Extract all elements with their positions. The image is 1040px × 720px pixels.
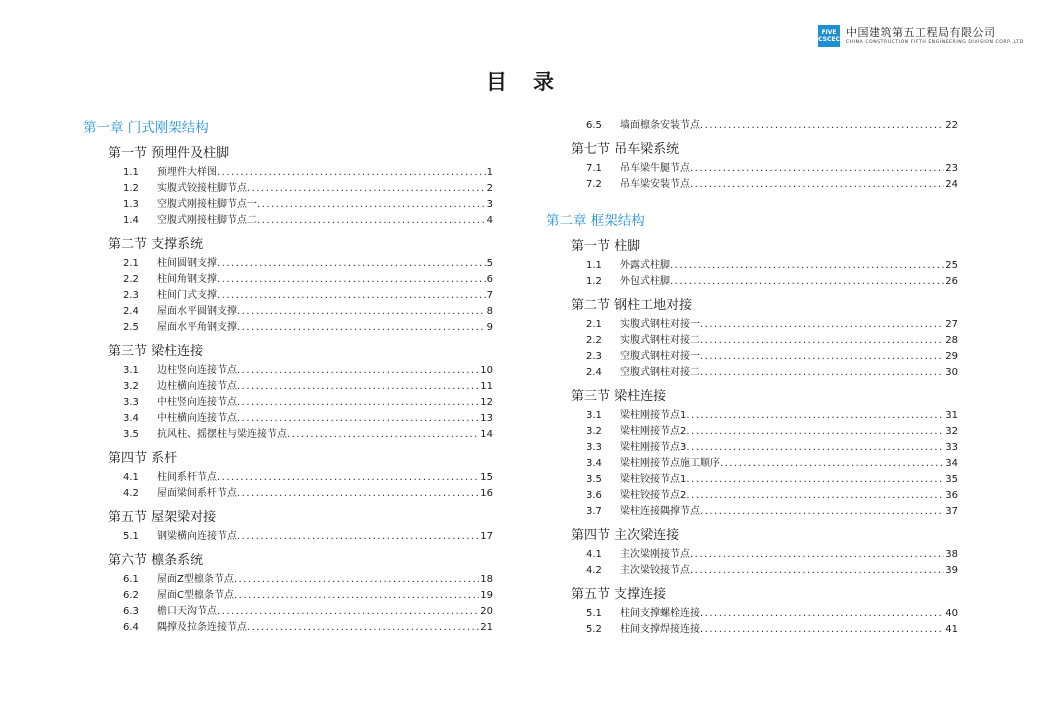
entry-title: 梁柱刚接节点1 (620, 410, 687, 421)
section-heading[interactable]: 第五节 屋架梁对接 (108, 510, 217, 525)
entry-page-number: 3 (486, 199, 493, 210)
entry-title: 空腹式钢柱对接一 (620, 351, 700, 362)
entry-title: 柱间角钢支撑 (157, 274, 217, 285)
dot-leader (237, 529, 479, 545)
entry-number: 7.2 (586, 179, 602, 190)
section-heading[interactable]: 第一节 柱脚 (571, 239, 641, 254)
company-logo (818, 25, 840, 47)
entry-page-number: 2 (486, 183, 493, 194)
toc-entry[interactable] (586, 472, 958, 488)
entry-page-number: 8 (486, 306, 493, 317)
entry-page-number: 34 (945, 458, 958, 469)
toc-entry[interactable] (586, 606, 958, 622)
toc-entry[interactable] (123, 213, 493, 229)
toc-entry[interactable] (586, 563, 958, 579)
dot-leader (237, 486, 479, 502)
dot-leader (690, 161, 944, 177)
entry-title: 实腹式钢柱对接二 (620, 335, 700, 346)
entry-page-number: 13 (480, 413, 493, 424)
entry-number: 6.1 (123, 574, 139, 585)
toc-entry[interactable] (586, 177, 958, 193)
entry-title: 柱间门式支撑 (157, 290, 217, 301)
entry-number: 3.4 (586, 458, 602, 469)
dot-leader (700, 118, 944, 134)
toc-entry[interactable] (586, 408, 958, 424)
toc-entry[interactable] (123, 165, 493, 181)
entry-title: 边柱横向连接节点 (157, 381, 237, 392)
dot-leader (690, 563, 944, 579)
entry-title: 实腹式铰接柱脚节点 (157, 183, 247, 194)
entry-title: 柱间支撑焊接连接 (620, 624, 700, 635)
toc-entry-list (586, 118, 958, 134)
dot-leader (237, 363, 479, 379)
dot-leader (237, 379, 479, 395)
entry-page-number: 36 (945, 490, 958, 501)
toc-entry[interactable] (586, 504, 958, 520)
section-heading[interactable]: 第六节 檩条系统 (108, 553, 204, 568)
entry-title: 空腹式刚接柱脚节点一 (157, 199, 257, 210)
toc-entry[interactable] (123, 572, 493, 588)
dot-leader (234, 572, 479, 588)
entry-title: 梁柱刚接节点施工顺序 (620, 458, 720, 469)
entry-title: 外包式柱脚 (620, 276, 670, 287)
entry-number: 1.3 (123, 199, 139, 210)
entry-number: 3.2 (123, 381, 139, 392)
chapter-heading[interactable]: 第一章 门式刚架结构 (83, 120, 209, 136)
entry-number: 7.1 (586, 163, 602, 174)
toc-entry[interactable] (123, 272, 493, 288)
entry-number: 2.1 (586, 319, 602, 330)
entry-title: 屋面Z型檩条节点 (157, 574, 234, 585)
toc-entry-list (123, 572, 493, 636)
entry-number: 3.7 (586, 506, 602, 517)
entry-number: 2.5 (123, 322, 139, 333)
entry-number: 3.3 (123, 397, 139, 408)
entry-number: 2.4 (123, 306, 139, 317)
entry-number: 4.2 (586, 565, 602, 576)
toc-entry-list (586, 258, 958, 290)
toc-entry[interactable] (586, 440, 958, 456)
entry-number: 4.1 (586, 549, 602, 560)
section-heading[interactable]: 第二节 支撑系统 (108, 237, 204, 252)
toc-entry-list (123, 470, 493, 502)
toc-entry[interactable] (123, 529, 493, 545)
entry-title: 梁柱连接隅撑节点 (620, 506, 700, 517)
dot-leader (237, 395, 479, 411)
toc-entry[interactable] (123, 620, 493, 636)
section-heading[interactable]: 第五节 支撑连接 (571, 587, 667, 602)
dot-leader (700, 622, 944, 638)
entry-number: 3.6 (586, 490, 602, 501)
toc-entry[interactable] (123, 197, 493, 213)
entry-page-number: 15 (480, 472, 493, 483)
section-heading[interactable]: 第四节 主次梁连接 (571, 528, 680, 543)
logo-line-2: CSCEC (818, 36, 840, 43)
dot-leader (700, 317, 944, 333)
entry-page-number: 20 (480, 606, 493, 617)
entry-title: 吊车梁安装节点 (620, 179, 690, 190)
dot-leader (237, 411, 479, 427)
dot-leader (217, 256, 486, 272)
entry-title: 柱间系杆节点 (157, 472, 217, 483)
toc-entry[interactable] (123, 395, 493, 411)
entry-number: 1.1 (586, 260, 602, 271)
entry-title: 墙面檩条安装节点 (620, 120, 700, 131)
toc-entry-list (123, 529, 493, 545)
entry-number: 5.1 (586, 608, 602, 619)
dot-leader (686, 424, 944, 440)
entry-number: 2.3 (123, 290, 139, 301)
entry-title: 梁柱刚接节点3 (620, 442, 687, 453)
toc-entry[interactable] (123, 181, 493, 197)
toc-entry[interactable] (123, 588, 493, 604)
company-name-cn: 中国建筑第五工程局有限公司 (846, 26, 996, 39)
entry-page-number: 7 (486, 290, 493, 301)
toc-entry[interactable] (586, 547, 958, 563)
toc-entry[interactable] (586, 333, 958, 349)
toc-entry[interactable] (123, 604, 493, 620)
toc-entry[interactable] (586, 258, 958, 274)
dot-leader (217, 165, 486, 181)
dot-leader (257, 213, 486, 229)
dot-leader (686, 472, 944, 488)
toc-entry-list (123, 256, 493, 336)
entry-page-number: 17 (480, 531, 493, 542)
entry-title: 屋面梁间系杆节点 (157, 488, 237, 499)
company-header (818, 24, 1028, 50)
toc-entry-list (123, 363, 493, 443)
entry-number: 6.3 (123, 606, 139, 617)
entry-page-number: 11 (480, 381, 493, 392)
entry-page-number: 1 (486, 167, 493, 178)
entry-title: 吊车梁牛腿节点 (620, 163, 690, 174)
toc-entry[interactable] (586, 118, 958, 134)
entry-number: 4.1 (123, 472, 139, 483)
toc-entry[interactable] (123, 411, 493, 427)
entry-page-number: 38 (945, 549, 958, 560)
dot-leader (690, 547, 944, 563)
entry-page-number: 19 (480, 590, 493, 601)
entry-title: 空腹式钢柱对接二 (620, 367, 700, 378)
entry-title: 梁柱刚接节点2 (620, 426, 687, 437)
entry-title: 预埋件大样图 (157, 167, 217, 178)
dot-leader (686, 488, 944, 504)
entry-number: 3.2 (586, 426, 602, 437)
entry-page-number: 18 (480, 574, 493, 585)
toc-entry[interactable] (586, 365, 958, 381)
dot-leader (700, 365, 944, 381)
toc-entry[interactable] (123, 363, 493, 379)
toc-entry[interactable] (586, 274, 958, 290)
section-heading[interactable]: 第三节 梁柱连接 (571, 389, 667, 404)
toc-entry[interactable] (586, 161, 958, 177)
dot-leader (257, 197, 486, 213)
entry-title: 屋面C型檩条节点 (157, 590, 234, 601)
entry-page-number: 21 (480, 622, 493, 633)
toc-entry-list (586, 317, 958, 381)
toc-entry[interactable] (123, 320, 493, 336)
dot-leader (700, 333, 944, 349)
entry-page-number: 6 (486, 274, 493, 285)
entry-number: 6.5 (586, 120, 602, 131)
entry-page-number: 25 (945, 260, 958, 271)
entry-title: 边柱竖向连接节点 (157, 365, 237, 376)
entry-number: 2.2 (123, 274, 139, 285)
dot-leader (217, 272, 486, 288)
entry-page-number: 33 (945, 442, 958, 453)
toc-entry-list (123, 165, 493, 229)
toc-entry-list (586, 547, 958, 579)
entry-page-number: 5 (486, 258, 493, 269)
entry-number: 1.1 (123, 167, 139, 178)
toc-entry[interactable] (123, 288, 493, 304)
company-name-en: CHINA CONSTRUCTION FIFTH ENGINEERING DIVISION CORP.,LTD (846, 40, 1024, 45)
entry-page-number: 14 (480, 429, 493, 440)
entry-title: 隅撑及拉条连接节点 (157, 622, 247, 633)
dot-leader (690, 177, 944, 193)
toc-entry[interactable] (586, 317, 958, 333)
dot-leader (700, 606, 944, 622)
dot-leader (247, 620, 479, 636)
dot-leader (217, 470, 479, 486)
entry-page-number: 27 (945, 319, 958, 330)
entry-title: 外露式柱脚 (620, 260, 670, 271)
dot-leader (700, 349, 944, 365)
dot-leader (720, 456, 944, 472)
toc-entry[interactable] (586, 349, 958, 365)
entry-number: 1.4 (123, 215, 139, 226)
section-heading[interactable]: 第三节 梁柱连接 (108, 344, 204, 359)
entry-title: 屋面水平角钢支撑 (157, 322, 237, 333)
toc-entry-list (586, 408, 958, 520)
entry-page-number: 32 (945, 426, 958, 437)
entry-title: 主次梁刚接节点 (620, 549, 690, 560)
entry-title: 檐口天沟节点 (157, 606, 217, 617)
entry-number: 3.1 (586, 410, 602, 421)
chapter-heading[interactable]: 第二章 框架结构 (546, 213, 645, 229)
entry-title: 屋面水平圆钢支撑 (157, 306, 237, 317)
dot-leader (237, 304, 486, 320)
section-heading[interactable]: 第一节 预埋件及柱脚 (108, 146, 230, 161)
entry-number: 3.4 (123, 413, 139, 424)
toc-entry-list (586, 606, 958, 638)
entry-number: 4.2 (123, 488, 139, 499)
entry-page-number: 9 (486, 322, 493, 333)
entry-number: 3.5 (586, 474, 602, 485)
dot-leader (247, 181, 486, 197)
entry-page-number: 30 (945, 367, 958, 378)
dot-leader (287, 427, 479, 443)
entry-page-number: 29 (945, 351, 958, 362)
entry-title: 中柱竖向连接节点 (157, 397, 237, 408)
dot-leader (234, 588, 479, 604)
entry-title: 钢梁横向连接节点 (157, 531, 237, 542)
entry-number: 5.1 (123, 531, 139, 542)
entry-page-number: 4 (486, 215, 493, 226)
entry-page-number: 35 (945, 474, 958, 485)
toc-entry[interactable] (123, 304, 493, 320)
entry-page-number: 41 (945, 624, 958, 635)
entry-page-number: 31 (945, 410, 958, 421)
entry-page-number: 40 (945, 608, 958, 619)
entry-page-number: 24 (945, 179, 958, 190)
entry-page-number: 28 (945, 335, 958, 346)
dot-leader (217, 604, 479, 620)
entry-page-number: 16 (480, 488, 493, 499)
dot-leader (670, 274, 944, 290)
entry-number: 6.2 (123, 590, 139, 601)
toc-entry[interactable] (123, 427, 493, 443)
entry-number: 5.2 (586, 624, 602, 635)
entry-title: 空腹式刚接柱脚节点二 (157, 215, 257, 226)
entry-title: 梁柱铰接节点2 (620, 490, 687, 501)
dot-leader (670, 258, 944, 274)
entry-number: 2.3 (586, 351, 602, 362)
entry-title: 梁柱铰接节点1 (620, 474, 687, 485)
section-heading[interactable]: 第二节 钢柱工地对接 (571, 298, 693, 313)
entry-number: 6.4 (123, 622, 139, 633)
toc-right-column (546, 118, 958, 638)
entry-page-number: 37 (945, 506, 958, 517)
toc-entry-list (586, 161, 958, 193)
entry-title: 中柱横向连接节点 (157, 413, 237, 424)
entry-number: 1.2 (123, 183, 139, 194)
entry-page-number: 12 (480, 397, 493, 408)
entry-number: 2.1 (123, 258, 139, 269)
entry-title: 柱间支撑螺栓连接 (620, 608, 700, 619)
logo-line-1: FIVE (821, 29, 837, 36)
toc-entry[interactable] (586, 488, 958, 504)
entry-number: 2.4 (586, 367, 602, 378)
toc-entry[interactable] (123, 470, 493, 486)
entry-number: 3.1 (123, 365, 139, 376)
entry-page-number: 10 (480, 365, 493, 376)
entry-page-number: 23 (945, 163, 958, 174)
toc-entry[interactable] (586, 456, 958, 472)
toc-entry[interactable] (123, 379, 493, 395)
dot-leader (686, 440, 944, 456)
entry-page-number: 22 (945, 120, 958, 131)
entry-number: 3.3 (586, 442, 602, 453)
entry-number: 2.2 (586, 335, 602, 346)
dot-leader (217, 288, 486, 304)
page-title: 目录 (486, 70, 580, 94)
dot-leader (700, 504, 944, 520)
dot-leader (237, 320, 486, 336)
chapter-spacer (546, 193, 958, 211)
toc-left-column (83, 118, 493, 636)
section-heading[interactable]: 第四节 系杆 (108, 451, 178, 466)
dot-leader (686, 408, 944, 424)
entry-number: 3.5 (123, 429, 139, 440)
toc-entry[interactable] (586, 622, 958, 638)
section-heading[interactable]: 第七节 吊车梁系统 (571, 142, 680, 157)
toc-entry[interactable] (123, 486, 493, 502)
toc-entry[interactable] (123, 256, 493, 272)
entry-title: 抗风柱、摇摆柱与梁连接节点 (157, 429, 287, 440)
entry-title: 柱间圆钢支撑 (157, 258, 217, 269)
entry-number: 1.2 (586, 276, 602, 287)
entry-title: 实腹式钢柱对接一 (620, 319, 700, 330)
entry-title: 主次梁铰接节点 (620, 565, 690, 576)
entry-page-number: 39 (945, 565, 958, 576)
entry-page-number: 26 (945, 276, 958, 287)
toc-entry[interactable] (586, 424, 958, 440)
